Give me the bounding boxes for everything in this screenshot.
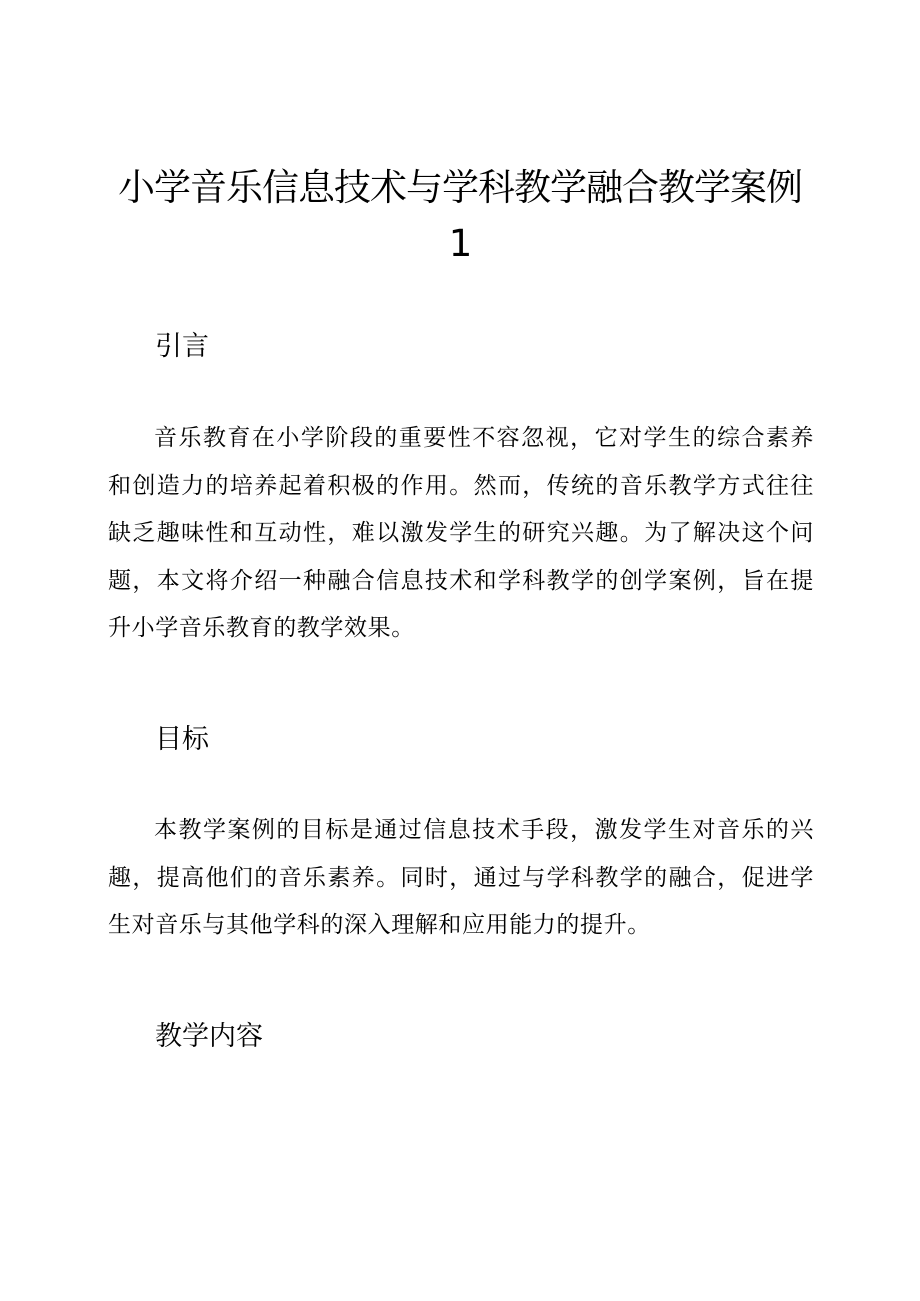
section-heading-introduction: 引言: [155, 331, 209, 362]
section-paragraph-introduction: 音乐教育在小学阶段的重要性不容忽视，它对学生的综合素养和创造力的培养起着积极的作用。然而，传统的音乐教学方式往往缺乏趣味性和互动性，难以激发学生的研究兴趣。为了解决这个问题，本文将介绍一种融合信息技术和学科教学的创学案例，旨在提升小学音乐教育的教学效果。: [108, 425, 814, 641]
document-title: 小学音乐信息技术与学科教学融合教学案例1: [118, 166, 802, 265]
section-paragraph-goals: 本教学案例的目标是通过信息技术手段，激发学生对音乐的兴趣，提高他们的音乐素养。同时，通过与学科教学的融合，促进学生对音乐与其他学科的深入理解和应用能力的提升。: [108, 817, 814, 938]
section-heading-teaching-content: 教学内容: [155, 1021, 263, 1052]
section-heading-goals: 目标: [155, 724, 209, 755]
